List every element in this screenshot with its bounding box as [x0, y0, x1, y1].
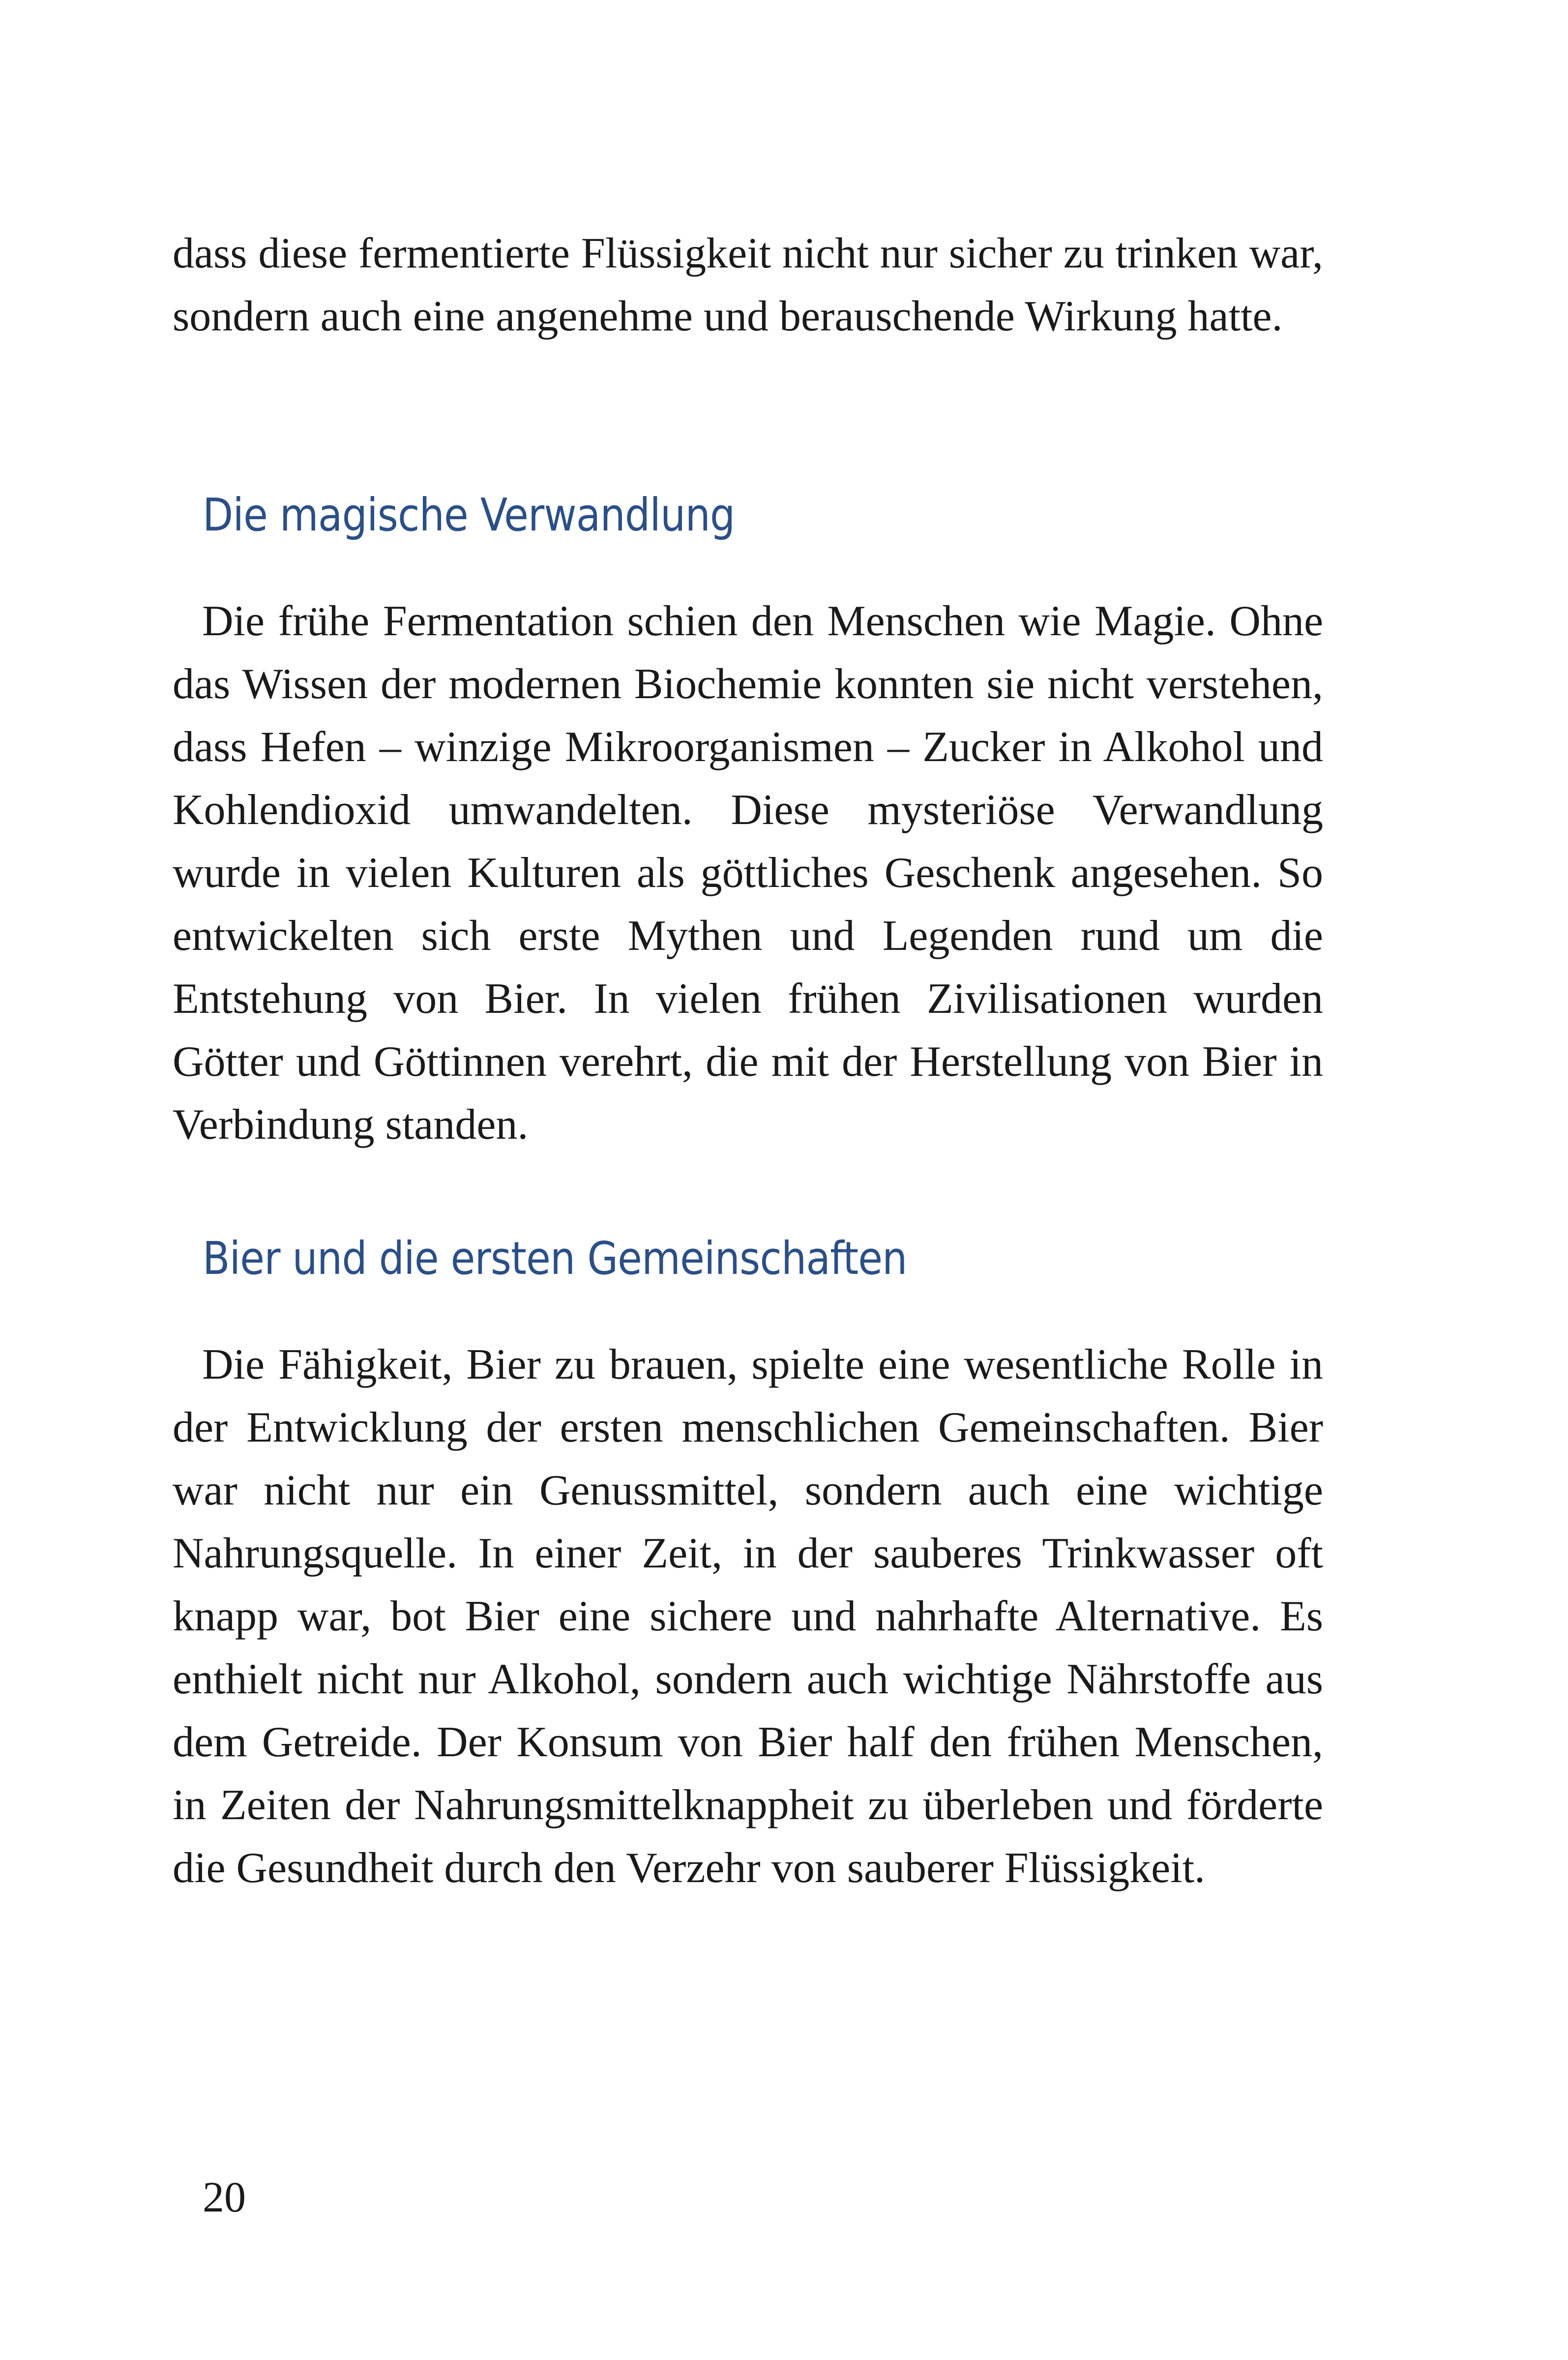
section-heading-magische-verwandlung: Die magische Verwandlung	[203, 489, 735, 541]
continuation-text-block	[173, 222, 1323, 348]
page-number: 20	[203, 2174, 246, 2221]
continuation-paragraph: dass diese fermentierte Flüssigkeit nicht nur sicher zu trinken war, sondern auch eine angenehme und berauschende Wirkung hatte.	[173, 230, 1323, 340]
section-2-text-block	[173, 1333, 1323, 1900]
section-1-text-block	[173, 590, 1323, 1156]
section-2-paragraph: Die Fähigkeit, Bier zu brauen, spielte eine wesentliche Rolle in der Entwicklung der ersten menschlichen Gemeinschaften. Bier war nicht nur ein Genussmittel, sondern auch eine wichtige Nahrungsquelle. In einer Zeit, in der sauberes Trinkwasser oft knapp war, bot Bier eine sichere und nahrhafte Alternative. Es enthielt nicht nur Alkohol, sondern auch wichtige Nährstoffe aus dem Getreide. Der Konsum von Bier half den frühen Menschen, in Zeiten der Nahrungsmittelknappheit zu überleben und förderte die Gesundheit durch den Verzehr von sauberer Flüssigkeit.	[173, 1341, 1323, 1892]
section-1-paragraph: Die frühe Fermentation schien den Menschen wie Magie. Ohne das Wissen der modernen Biochemie konnten sie nicht verstehen, dass Hefen – winzige Mikroorganismen – Zucker in Alkohol und Kohlendioxid umwandelten. Diese mysteriöse Verwandlung wurde in vielen Kulturen als göttliches Geschenk angesehen. So entwickelten sich erste Mythen und Legenden rund um die Entstehung von Bier. In vielen frühen Zivilisationen wurden Götter und Göttinnen verehrt, die mit der Herstellung von Bier in Verbindung standen.	[173, 597, 1323, 1149]
section-heading-erste-gemeinschaften: Bier und die ersten Gemeinschaften	[203, 1232, 907, 1285]
